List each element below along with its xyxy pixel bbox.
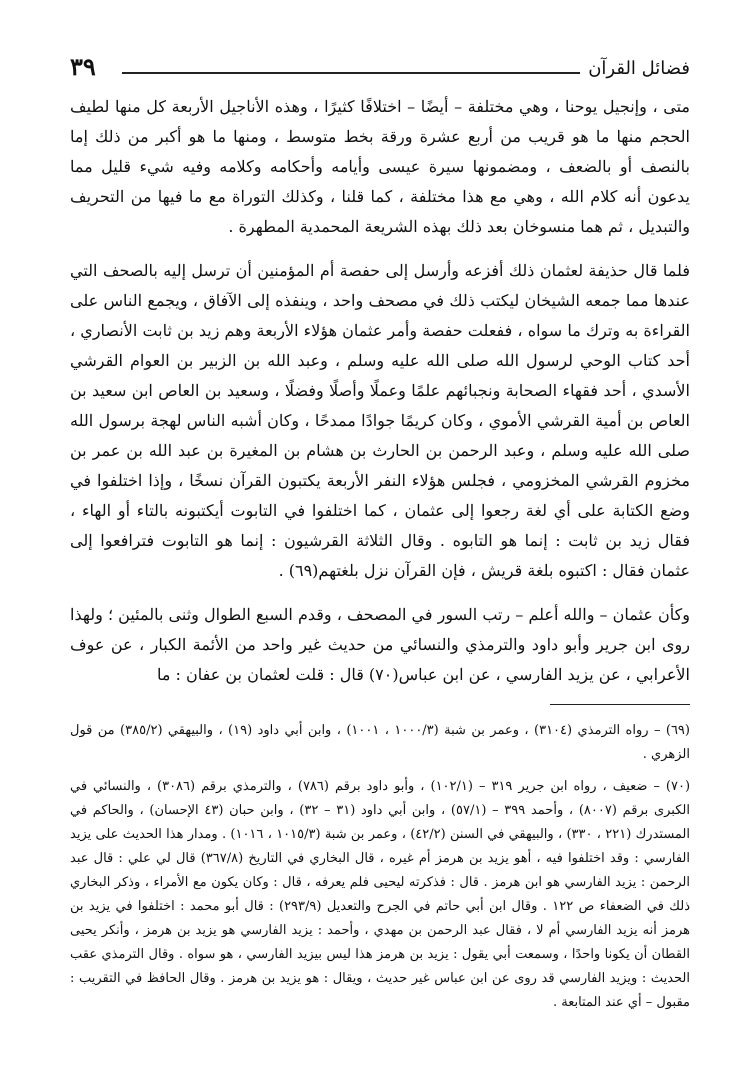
body-paragraph: فلما قال حذيفة لعثمان ذلك أفزعه وأرسل إلى حفصة أم المؤمنين أن ترسل إليه بالصحف التي عندها مما جمعه الشيخان ليكتب ذلك في مصحف واحد ، وينفذه إلى الآفاق ، ويجمع الناس على القراءة به وترك ما سواه ، ففعلت حفصة وأمر عثمان هؤلاء الأربعة وهم زيد بن ثابت الأنصاري ، أحد كتاب الوحي لرسول الله صلى الله عليه وسلم ، وعبد الله بن الزبير بن العوام القرشي الأسدي ، أحد فقهاء الصحابة ونجبائهم علمًا وعملًا وأصلًا وفضلًا ، وسعيد بن العاص ابن سعيد بن العاص بن أمية القرشي الأموي ، وكان كريمًا جوادًا ممدحًا ، وكان أشبه الناس لهجة برسول الله صلى الله عليه وسلم ، وعبد الرحمن بن الحارث بن هشام بن المغيرة بن عبد الله بن عمر بن مخزوم القرشي المخزومي ، فجلس هؤلاء النفر الأربعة يكتبون القرآن نسخًا ، وإذا اختلفوا في وضع الكتابة على أي لغة رجعوا إلى عثمان ، كما اختلفوا في التابوت أيكتبونه بالتاء أو الهاء ، فقال زيد بن ثابت : إنما هو التابوه . وقال الثلاثة القرشيون : إنما هو التابوت فترافعوا إلى عثمان فقال : اكتبوه بلغة قريش ، فإن القرآن نزل بلغتهم(٦٩) . — [70, 261, 691, 580]
page — [70, 50, 690, 1023]
footnote: (٦٩) – رواه الترمذي (٣١٠٤) ، وعمر بن شبة (١٠٠٠/٣ ، ١٠٠١) ، وابن أبي داود (١٩) ، والبيهقي (٣٨٥/٢) من قول الزهري . — [70, 723, 690, 762]
footnote: (٧٠) – ضعيف ، رواه ابن جرير ٣١٩ – (١٠٢/١) ، وأبو داود برقم (٧٨٦) ، والترمذي برقم (٣٠٨٦) ، والنسائي في الكبرى برقم (٨٠٠٧) ، وأحمد ٣٩٩ – (٥٧/١) ، وابن أبي داود (٣١ – ٣٢) ، وابن حبان (٤٣ الإحسان) ، والحاكم في المستدرك (٢٢١ ، ٣٣٠) ، والبيهقي في السنن (٤٢/٢) ، وعمر بن شبة (١٠١٥/٣ ، ١٠١٦) . ومدار هذا الحديث على يزيد الفارسي : وقد اختلفوا فيه ، أهو يزيد بن هرمز أم غيره ، قال البخاري في التاريخ (٣٦٧/٨) قال لي علي : قال عبد الرحمن : يزيد الفارسي هو ابن هرمز . قال : فذكرته ليحيى فلم يعرفه ، قال : وكان يكون مع الأمراء ، وذكر البخاري ذلك في الضعفاء ص ١٢٢ . وقال ابن أبي حاتم في الجرح والتعديل (٢٩٣/٩) : قال أبو محمد : اختلفوا في يزيد بن هرمز أنه يزيد الفارسي أم لا ، فقال عبد الرحمن بن مهدي ، وأحمد : يزيد الفارسي هو يزيد بن هرمز ، وأنكر يحيى القطان أن يكونا واحدًا ، وسمعت أبي يقول : يزيد بن هرمز هذا ليس بيزيد الفارسي ، هو سواه . وقال الترمذي عقب الحديث : ويزيد الفارسي قد روى عن ابن عباس غير حديث ، ويقال : هو يزيد بن هرمز . وقال الحافظ في التقريب : مقبول – أي عند المتابعة . — [70, 779, 691, 1010]
page-number: ٣٩ — [70, 52, 96, 81]
header-rule — [122, 72, 580, 74]
page-header — [70, 50, 690, 84]
body-paragraph: متى ، وإنجيل يوحنا ، وهي مختلفة – أيضًا – اختلافًا كثيرًا ، وهذه الأناجيل الأربعة كل منها لطيف الحجم منها ما هو قريب من أربع عشرة ورقة بخط متوسط ، ومنها ما هو أكبر من ذلك إما بالنصف أو بالضعف ، ومضمونها سيرة عيسى وأيامه وأحكامه وكلامه وفيه شيء قليل مما يدعون أنه كلام الله ، وهي مع هذا مختلفة ، كما قلنا ، وكذلك التوراة مع ما فيها من التحريف والتبديل ، ثم هما منسوخان بعد ذلك بهذه الشريعة المحمدية المطهرة . — [70, 97, 691, 236]
running-title: فضائل القرآن — [588, 58, 690, 79]
footnote-separator — [550, 704, 690, 705]
body-paragraph: وكأن عثمان – والله أعلم – رتب السور في المصحف ، وقدم السبع الطوال وثنى بالمئين ؛ ولهذا روى ابن جرير وأبو داود والترمذي والنسائي من حديث غير واحد من الأئمة الكبار ، عن عوف الأعرابي ، عن يزيد الفارسي ، عن ابن عباس(٧٠) قال : قلت لعثمان بن عفان : ما — [70, 605, 690, 684]
